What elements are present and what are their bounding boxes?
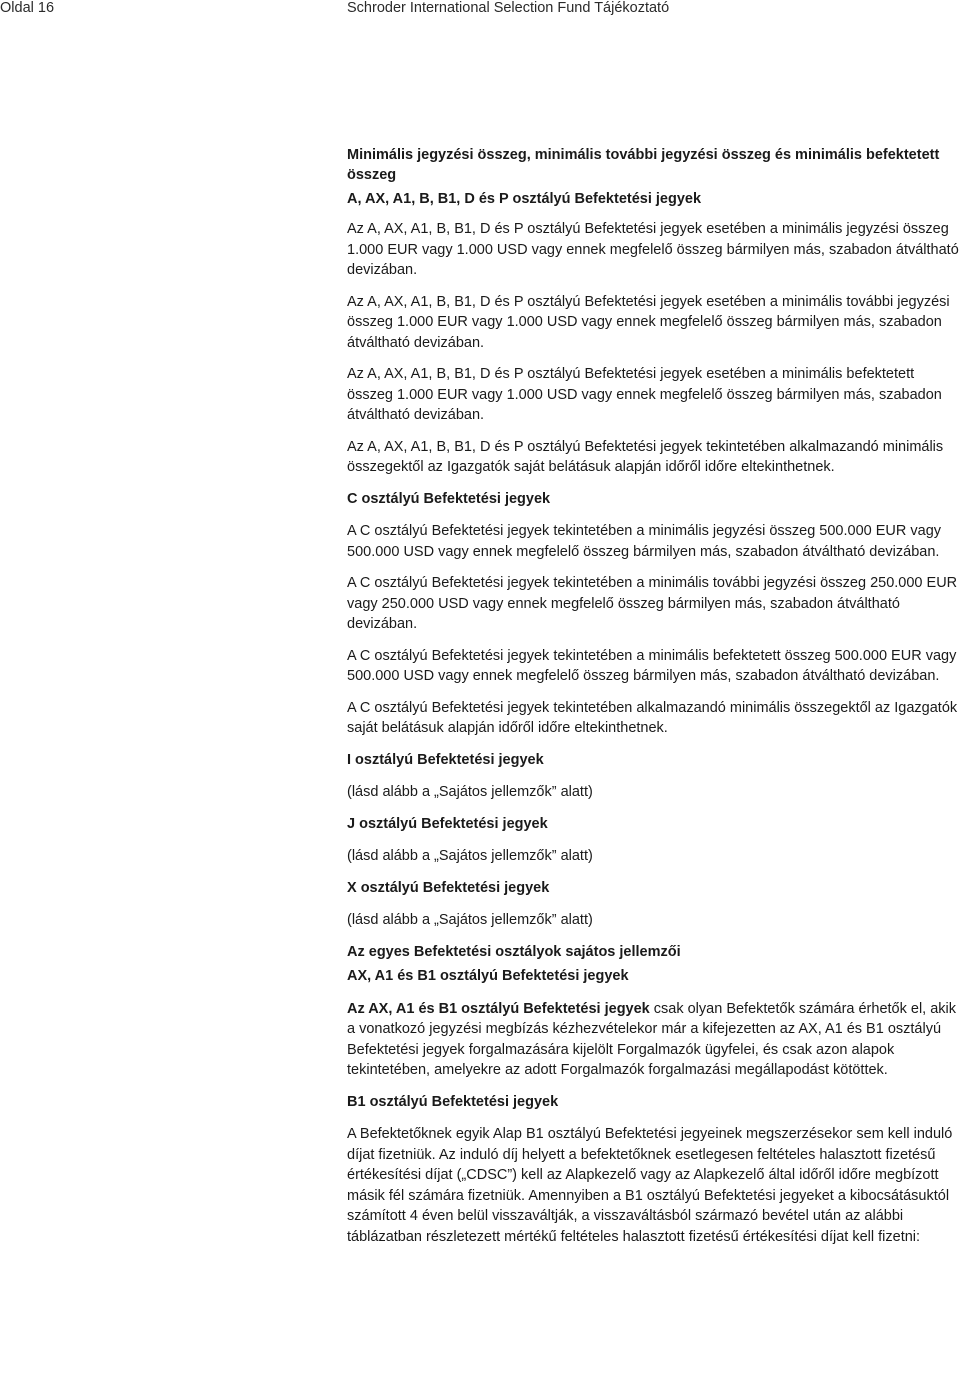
a-classes-paragraph-1: Az A, AX, A1, B, B1, D és P osztályú Befektetési jegyek esetében a minimális jegyzési összeg 1.000 EUR vagy 1.000 USD vagy ennek megfelelő összeg bármilyen más, szabadon átváltható devizában. [347, 221, 959, 278]
c-classes-paragraph-3: A C osztályú Befektetési jegyek tekintetében a minimális befektetett összeg 500.000 EUR vagy 500.000 USD vagy ennek megfelelő összeg bármilyen más, szabadon átváltható devizában. [347, 647, 957, 684]
page-number: Oldal 16 [0, 0, 55, 16]
i-classes-heading: I osztályú Befektetési jegyek [347, 751, 544, 768]
c-classes-paragraph-2: A C osztályú Befektetési jegyek tekintetében a minimális további jegyzési összeg 250.000 EUR vagy 250.000 USD vagy ennek megfelelő összeg bármilyen más, szabadon átváltható devizában. [347, 575, 958, 632]
ax-classes-lead: Az AX, A1 és B1 osztályú Befektetési jegyek [347, 1000, 650, 1017]
document-title: Schroder International Selection Fund Tájékoztató [347, 0, 670, 16]
j-classes-heading: J osztályú Befektetési jegyek [347, 815, 548, 832]
x-classes-heading: X osztályú Befektetési jegyek [347, 879, 550, 896]
c-classes-paragraph-4: A C osztályú Befektetési jegyek tekintetében alkalmazandó minimális összegektől az Igazgatók saját belátásuk alapján időről időre eltekinthetnek. [347, 699, 958, 736]
x-classes-note: (lásd alább a „Sajátos jellemzők” alatt) [347, 912, 593, 928]
main-heading: Minimális jegyzési összeg, minimális további jegyzési összeg és minimális befektetett összeg [347, 147, 940, 183]
ax-classes-text: csak olyan Befektetők számára érhetők el, akik a vonatkozó jegyzési megbízás kézhezvételekor már a kifejezetten az AX, A1 és B1 osztályú Befektetési jegyek forgalmazására kijelölt Forgalmazók ügyfelei, és csak azon alapok tekintetében, amelyekre az adott Forgalmazók forgalmazási megállapodást kötöttek. [347, 1000, 957, 1078]
ax-classes-paragraph [347, 999, 960, 1081]
a-classes-paragraph-3: Az A, AX, A1, B, B1, D és P osztályú Befektetési jegyek esetében a minimális befektetett összeg 1.000 EUR vagy 1.000 USD vagy ennek megfelelő összeg bármilyen más, szabadon átváltható devizában. [347, 366, 942, 423]
c-classes-paragraph-1: A C osztályú Befektetési jegyek tekintetében a minimális jegyzési összeg 500.000 EUR vagy 500.000 USD vagy ennek megfelelő összeg bármilyen más, szabadon átváltható devizában. [347, 523, 942, 560]
special-features-heading: Az egyes Befektetési osztályok sajátos jellemzői [347, 943, 681, 960]
j-classes-note: (lásd alább a „Sajátos jellemzők” alatt) [347, 848, 593, 864]
document-body [347, 145, 960, 1258]
b1-classes-paragraph: A Befektetőknek egyik Alap B1 osztályú Befektetési jegyeinek megszerzésekor sem kell induló díjat fizetniük. Az induló díj helyett a befektetőknek esetlegesen feltételes halasztott fizetésű értékesítési díjat („CDSC”) kell az Alapkezelő vagy az Alapkezelő által időről időre megbízott másik fél számára fizetniük. Amennyiben a B1 osztályú Befektetési jegyeket a kibocsátásuktól számított 4 éven belül visszaváltják, a visszaváltásból származó bevétel után az alábbi táblázatban részletezett mértékű feltételes halasztott fizetésű értékesítési díjat kell fizetni: [347, 1126, 953, 1245]
b1-classes-heading: B1 osztályú Befektetési jegyek [347, 1093, 559, 1110]
a-classes-paragraph-4: Az A, AX, A1, B, B1, D és P osztályú Befektetési jegyek tekintetében alkalmazandó minimális összegektől az Igazgatók saját belátásuk alapján időről időre eltekinthetnek. [347, 438, 944, 475]
i-classes-note: (lásd alább a „Sajátos jellemzők” alatt) [347, 784, 593, 800]
page-header [0, 0, 960, 24]
a-classes-heading: A, AX, A1, B, B1, D és P osztályú Befektetési jegyek [347, 191, 702, 207]
c-classes-heading: C osztályú Befektetési jegyek [347, 490, 551, 507]
ax-classes-heading: AX, A1 és B1 osztályú Befektetési jegyek [347, 968, 629, 984]
a-classes-paragraph-2: Az A, AX, A1, B, B1, D és P osztályú Befektetési jegyek esetében a minimális további jegyzési összeg 1.000 EUR vagy 1.000 USD vagy ennek megfelelő összeg bármilyen más, szabadon átváltható devizában. [347, 293, 950, 351]
